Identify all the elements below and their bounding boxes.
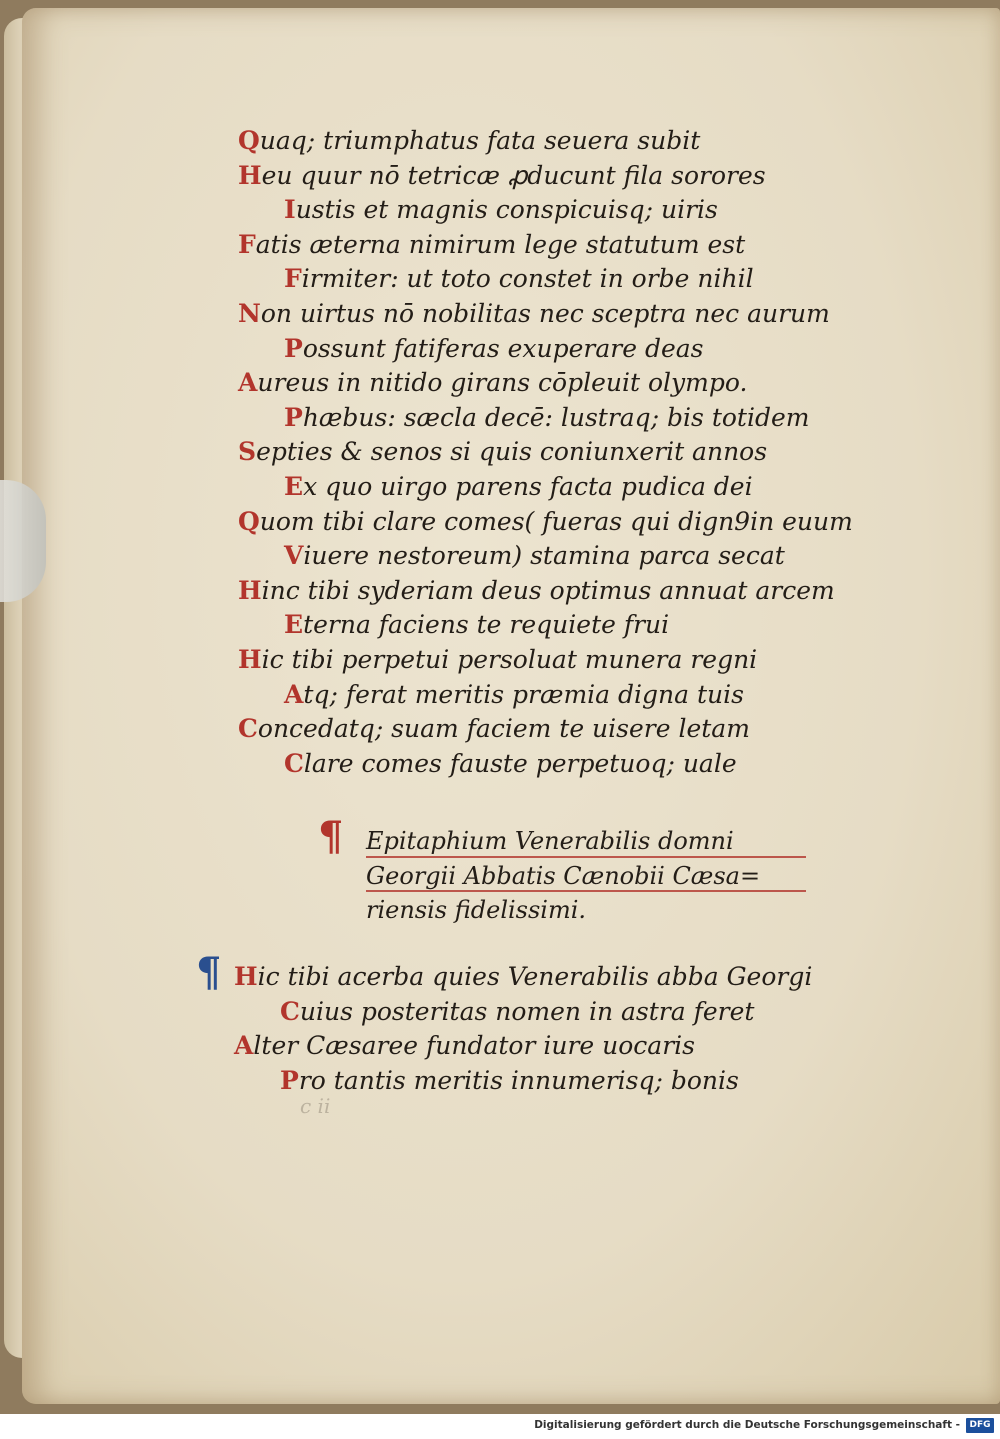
poem-line: Quaq; triumphatus fata seuera subit [238, 126, 701, 155]
poem-line: Viuere nestoreum) stamina parca secat [284, 541, 785, 571]
poem-line: Possunt fatiferas exuperare deas [284, 333, 704, 363]
poem-line: Hinc tibi syderiam deus optimus annuat arcem [238, 575, 835, 605]
poem-line: Septies & senos si quis coniunxerit annos [238, 437, 768, 467]
poem-line: Quom tibi clare comes( fueras qui dign9in euum [238, 506, 853, 536]
poem-line: Fatis æterna nimirum lege statutum est [238, 229, 746, 259]
pilcrow-icon: ¶ [318, 813, 344, 860]
epitaph-line: Hic tibi acerba quies Venerabilis abba Georgi [234, 962, 813, 991]
funding-credit: Digitalisierung gefördert durch die Deutsche Forschungsgemeinschaft - [534, 1419, 960, 1431]
epitaph-line: Pro tantis meritis innumerisq; bonis [280, 1065, 739, 1095]
pilcrow-blue-icon: ¶ [196, 949, 222, 996]
poem-line: Aureus in nitido girans cōpleuit olympo. [238, 368, 748, 398]
rubric-underline [366, 856, 806, 858]
epitaph-line: Cuius posteritas nomen in astra feret [280, 996, 755, 1026]
poem-line: Heu quur nō tetricæ ꝓducunt fila sorores [238, 160, 766, 190]
poem-line: Clare comes fauste perpetuoq; uale [284, 748, 737, 778]
poem-line: Ex quo uirgo parens facta pudica dei [284, 471, 753, 501]
poem-line: Hic tibi perpetui persoluat munera regni [238, 644, 758, 674]
heading-line: Epitaphium Venerabilis domni [366, 827, 734, 855]
footer-bar [0, 1414, 1000, 1439]
heading-line: Georgii Abbatis Cænobii Cæsa= [366, 861, 761, 890]
poem-line: Non uirtus nō nobilitas nec sceptra nec aurum [238, 298, 830, 328]
epitaph-verses [196, 949, 856, 1098]
dfg-logo: DFG [966, 1418, 994, 1433]
poem-line: Iustis et magnis conspicuisq; uiris [284, 195, 718, 225]
signature-mark: c ii [300, 1094, 331, 1118]
epitaph-heading [318, 813, 838, 928]
rubric-underline [366, 890, 806, 892]
poem-line: Atq; ferat meritis præmia digna tuis [284, 679, 744, 709]
poem-line: Concedatq; suam faciem te uisere letam [238, 714, 750, 744]
poem-line: Firmiter: ut toto constet in orbe nihil [284, 264, 754, 294]
epitaph-line: Alter Cæsaree fundator iure uocaris [234, 1031, 695, 1061]
book-clasp [0, 480, 46, 602]
poem-line: Phæbus: sæcla decē: lustraq; bis totidem [284, 402, 810, 432]
poem-line: Eterna faciens te requiete frui [284, 610, 670, 640]
heading-line: riensis fidelissimi. [366, 896, 587, 925]
poem-block [238, 124, 878, 781]
